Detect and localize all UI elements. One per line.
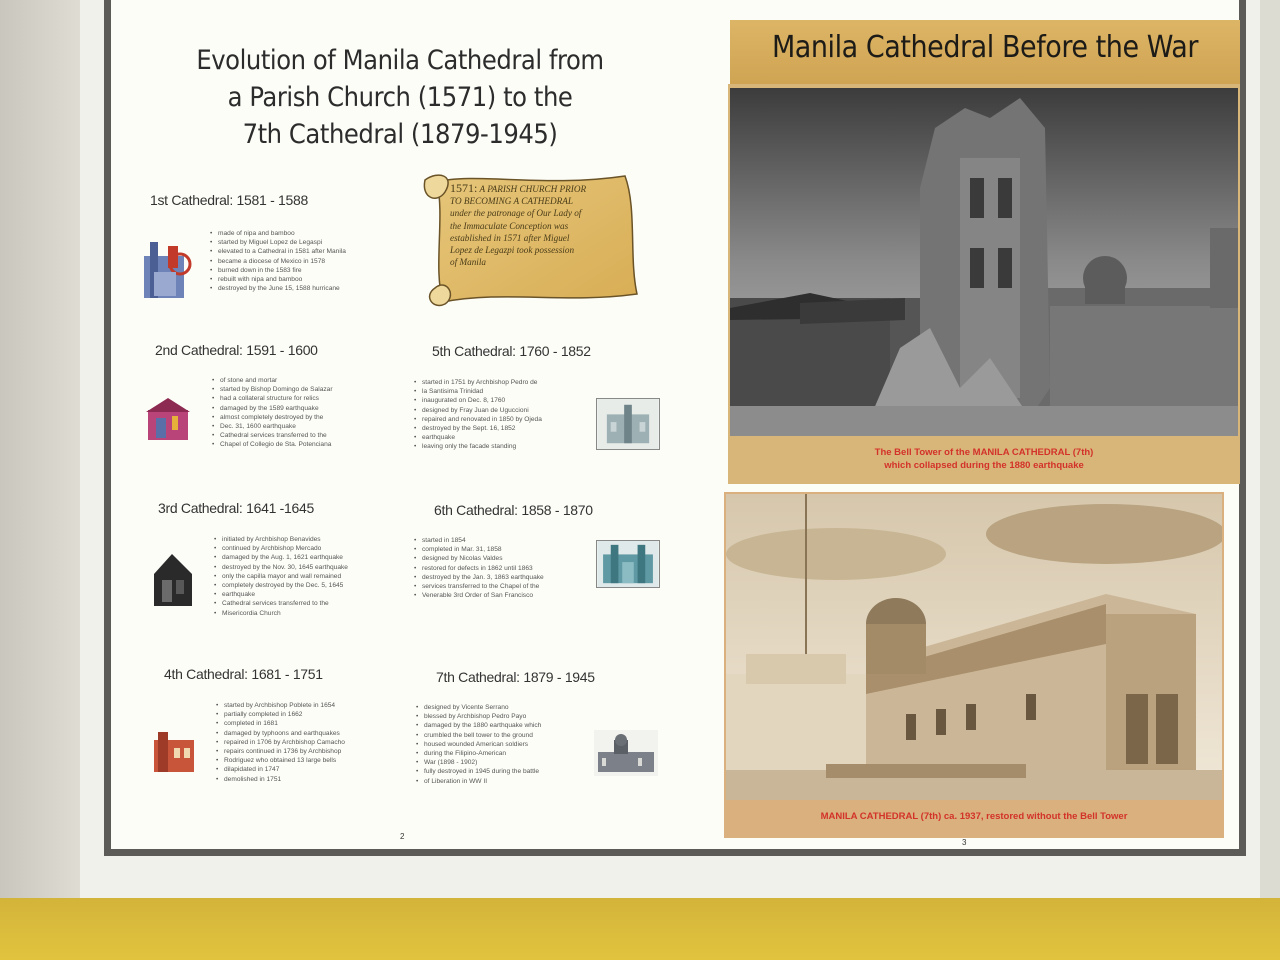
wall-left-edge: [0, 0, 80, 900]
bullet: • Venerable 3rd Order of San Francisco: [414, 591, 544, 600]
bullets-6th: [414, 536, 544, 600]
5th-cathedral-photo: [596, 398, 660, 450]
bullet: • earthquake: [214, 590, 348, 599]
bullet: • destroyed by the June 15, 1588 hurricane: [210, 284, 346, 293]
bullet: • Cathedral services transferred to the: [214, 599, 348, 608]
page-number-right: 3: [962, 838, 967, 847]
bullet: • of Liberation in WW II: [416, 777, 541, 786]
bullet: • rebuilt with nipa and bamboo: [210, 275, 346, 284]
bullet: • only the capilla mayor and wall remained: [214, 572, 348, 581]
bullet: • Chapel of Collegio de Sta. Potenciana: [212, 440, 333, 449]
bullet: • repaired in 1706 by Archbishop Camacho: [216, 738, 345, 747]
bullet: • completely destroyed by the Dec. 5, 1645: [214, 581, 348, 590]
bullets-3rd: [214, 535, 348, 618]
photo2-caption: MANILA CATHEDRAL (7th) ca. 1937, restored without the Bell Tower: [820, 811, 1128, 822]
bullet: • destroyed by the Nov. 30, 1645 earthquake: [214, 563, 348, 572]
bullet: • damaged by the Aug. 1, 1621 earthquake: [214, 553, 348, 562]
bullet: • earthquake: [414, 433, 542, 442]
bullet: • inaugurated on Dec. 8, 1760: [414, 396, 542, 405]
bullets-5th: [414, 378, 542, 452]
bullet: • continued by Archbishop Mercado: [214, 544, 348, 553]
bullet: • during the Filipino-American: [416, 749, 541, 758]
cathedral-1937-photo: [726, 494, 1222, 800]
bullet: • partially completed in 1662: [216, 710, 345, 719]
bullet: • burned down in the 1583 fire: [210, 266, 346, 275]
bullet: • designed by Vicente Serrano: [416, 703, 541, 712]
3rd-cathedral-illustration: [148, 550, 198, 608]
bullet: • had a collateral structure for relics: [212, 394, 333, 403]
scroll-note-text: A PARISH CHURCH PRIOR TO BECOMING A CATHEDRAL under the patronage of Our Lady of the Immaculate Conception was established in 1571 after Miguel Lopez de Legazpi took possession of Manila: [450, 184, 587, 268]
photo1-caption: The Bell Tower of the MANILA CATHEDRAL (7th) which collapsed during the 1880 earthquake: [874, 447, 1094, 471]
right-page-title: Manila Cathedral Before the War: [771, 30, 1199, 65]
bullets-4th: [216, 701, 345, 784]
7th-cathedral-photo: [594, 730, 658, 776]
section-title-1st: 1st Cathedral: 1581 - 1588: [150, 192, 308, 208]
bullet: • la Santisima Trinidad: [414, 387, 542, 396]
section-title-7th: 7th Cathedral: 1879 - 1945: [436, 669, 595, 685]
scroll-note-year: 1571:: [450, 181, 478, 195]
bullet: • made of nipa and bamboo: [210, 229, 346, 238]
bullet: • housed wounded American soldiers: [416, 740, 541, 749]
bullet: • started in 1751 by Archbishop Pedro de: [414, 378, 542, 387]
bullet: • destroyed by the Jan. 3, 1863 earthquake: [414, 573, 544, 582]
bullet: • elevated to a Cathedral in 1581 after Manila: [210, 247, 346, 256]
page-title: Evolution of Manila Cathedral from a Parish Church (1571) to the 7th Cathedral (1879-1945): [196, 45, 604, 150]
bullet: • services transferred to the Chapel of the: [414, 582, 544, 591]
section-title-2nd: 2nd Cathedral: 1591 - 1600: [155, 342, 318, 358]
bullet: • War (1898 - 1902): [416, 758, 541, 767]
bullet: • designed by Nicolas Valdes: [414, 554, 544, 563]
section-title-5th: 5th Cathedral: 1760 - 1852: [432, 343, 591, 359]
bell-tower-ruins-photo: [730, 88, 1238, 436]
bullet: • Rodriguez who obtained 13 large bells: [216, 756, 345, 765]
bullet: • Cathedral services transferred to the: [212, 431, 333, 440]
bullet: • repairs continued in 1736 by Archbishop: [216, 747, 345, 756]
bullet: • restored for defects in 1862 until 1863: [414, 564, 544, 573]
bullet: • leaving only the facade standing: [414, 442, 542, 451]
section-title-4th: 4th Cathedral: 1681 - 1751: [164, 666, 323, 682]
bullet: • became a diocese of Mexico in 1578: [210, 257, 346, 266]
bullet: • started in 1854: [414, 536, 544, 545]
4th-cathedral-illustration: [152, 728, 196, 774]
bullet: • Dec. 31, 1600 earthquake: [212, 422, 333, 431]
scroll-note: [450, 182, 630, 268]
bullet: • completed in Mar. 31, 1858: [414, 545, 544, 554]
bullet: • designed by Fray Juan de Uguccioni: [414, 406, 542, 415]
bullet: • initiated by Archbishop Benavides: [214, 535, 348, 544]
1st-cathedral-illustration: [140, 236, 196, 302]
bullets-2nd: [212, 376, 333, 450]
bullet: • destroyed by the Sept. 16, 1852: [414, 424, 542, 433]
bullet: • fully destroyed in 1945 during the battle: [416, 767, 541, 776]
bullet: • of stone and mortar: [212, 376, 333, 385]
bullets-1st: [210, 229, 346, 293]
bullet: • damaged by the 1589 earthquake: [212, 404, 333, 413]
bullet: • started by Archbishop Poblete in 1654: [216, 701, 345, 710]
bullet: • almost completely destroyed by the: [212, 413, 333, 422]
bottom-yellow-band: [0, 898, 1280, 960]
bullet: • demolished in 1751: [216, 775, 345, 784]
section-title-3rd: 3rd Cathedral: 1641 -1645: [158, 500, 314, 516]
bullet: • dilapidated in 1747: [216, 765, 345, 774]
bullet: • damaged by the 1880 earthquake which: [416, 721, 541, 730]
bullet: • started by Bishop Domingo de Salazar: [212, 385, 333, 394]
bullet: • completed in 1681: [216, 719, 345, 728]
bullet: • Misericordia Church: [214, 609, 348, 618]
bullet: • crumbled the bell tower to the ground: [416, 731, 541, 740]
bullet: • blessed by Archbishop Pedro Payo: [416, 712, 541, 721]
section-title-6th: 6th Cathedral: 1858 - 1870: [434, 502, 593, 518]
bullet: • damaged by typhoons and earthquakes: [216, 729, 345, 738]
2nd-cathedral-illustration: [146, 396, 192, 442]
bullet: • started by Miguel Lopez de Legaspi: [210, 238, 346, 247]
bullet: • repaired and renovated in 1850 by Ojeda: [414, 415, 542, 424]
bullets-7th: [416, 703, 541, 786]
6th-cathedral-photo: [596, 540, 660, 588]
page-number-left: 2: [400, 832, 405, 841]
